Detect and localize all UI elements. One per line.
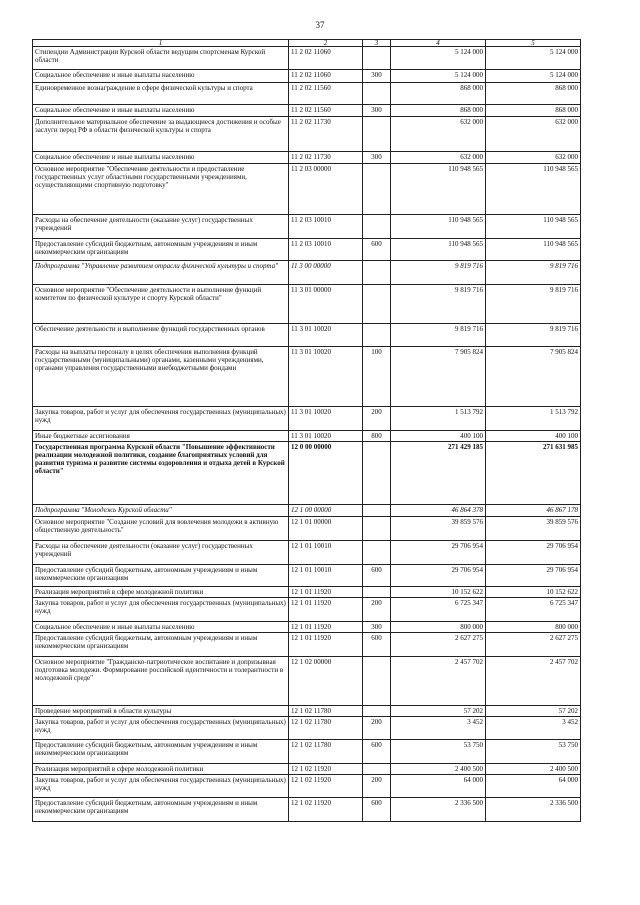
row-expense-type-cell bbox=[363, 215, 391, 239]
row-amount-1-cell: 271 429 185 bbox=[391, 442, 486, 505]
row-code-cell: 12 0 00 00000 bbox=[289, 442, 363, 505]
table-row bbox=[33, 764, 581, 775]
table-row bbox=[33, 324, 581, 347]
row-code-cell: 12 1 01 11920 bbox=[289, 622, 363, 633]
row-code-cell: 11 2 03 00000 bbox=[289, 164, 363, 215]
row-name-cell: Подпрограмма "Управление развитием отрасли физической культуры и спорта" bbox=[33, 261, 289, 285]
header-col-2: 2 bbox=[289, 40, 363, 47]
row-expense-type-cell bbox=[363, 261, 391, 285]
table-row bbox=[33, 239, 581, 261]
row-amount-1-cell: 9 819 716 bbox=[391, 324, 486, 347]
table-row bbox=[33, 442, 581, 505]
row-name-cell: Социальное обеспечение и иные выплаты населению bbox=[33, 105, 289, 117]
row-amount-2-cell: 57 202 bbox=[486, 706, 581, 717]
row-amount-2-cell: 110 948 565 bbox=[486, 239, 581, 261]
row-expense-type-cell: 300 bbox=[363, 622, 391, 633]
row-expense-type-cell bbox=[363, 706, 391, 717]
row-name-cell: Закупка товаров, работ и услуг для обеспечения государственных (муниципальных) нужд bbox=[33, 407, 289, 431]
row-amount-2-cell: 2 457 702 bbox=[486, 657, 581, 706]
row-amount-2-cell: 5 124 000 bbox=[486, 47, 581, 70]
row-expense-type-cell bbox=[363, 587, 391, 598]
row-code-cell: 11 2 03 10010 bbox=[289, 215, 363, 239]
header-col-4: 4 bbox=[391, 40, 486, 47]
row-amount-1-cell: 2 457 702 bbox=[391, 657, 486, 706]
table-row bbox=[33, 717, 581, 740]
table-row bbox=[33, 152, 581, 164]
row-code-cell: 12 1 02 11920 bbox=[289, 798, 363, 822]
row-name-cell: Подпрограмма "Молодежь Курской области" bbox=[33, 505, 289, 517]
table-row bbox=[33, 798, 581, 822]
row-name-cell: Стипендии Администрации Курской области ведущим спортсменам Курской области bbox=[33, 47, 289, 70]
table-row bbox=[33, 431, 581, 442]
table-header-row bbox=[33, 40, 581, 47]
row-expense-type-cell: 800 bbox=[363, 431, 391, 442]
row-expense-type-cell: 300 bbox=[363, 105, 391, 117]
row-amount-1-cell: 2 336 500 bbox=[391, 798, 486, 822]
row-name-cell: Проведение мероприятий в области культуры bbox=[33, 706, 289, 717]
table-row bbox=[33, 70, 581, 83]
row-name-cell: Предоставление субсидий бюджетным, автономным учреждениям и иным некоммерческим организациям bbox=[33, 740, 289, 764]
row-amount-2-cell: 110 948 565 bbox=[486, 215, 581, 239]
row-code-cell: 11 2 02 11060 bbox=[289, 70, 363, 83]
row-amount-1-cell: 2 627 275 bbox=[391, 633, 486, 657]
table-row bbox=[33, 83, 581, 105]
row-name-cell: Социальное обеспечение и иные выплаты населению bbox=[33, 70, 289, 83]
row-amount-1-cell: 800 000 bbox=[391, 622, 486, 633]
page-number: 37 bbox=[315, 20, 325, 30]
row-amount-1-cell: 29 706 954 bbox=[391, 541, 486, 565]
row-expense-type-cell: 600 bbox=[363, 798, 391, 822]
table-row bbox=[33, 407, 581, 431]
row-code-cell: 12 1 00 00000 bbox=[289, 505, 363, 517]
row-amount-1-cell: 5 124 000 bbox=[391, 47, 486, 70]
row-expense-type-cell: 600 bbox=[363, 565, 391, 587]
row-amount-1-cell: 110 948 565 bbox=[391, 164, 486, 215]
table-row bbox=[33, 541, 581, 565]
row-name-cell: Обеспечение деятельности и выполнение функций государственных органов bbox=[33, 324, 289, 347]
row-name-cell: Предоставление субсидий бюджетным, автономным учреждениям и иным некоммерческим организациям bbox=[33, 239, 289, 261]
row-name-cell: Социальное обеспечение и иные выплаты населению bbox=[33, 622, 289, 633]
row-amount-1-cell: 2 400 500 bbox=[391, 764, 486, 775]
row-expense-type-cell: 600 bbox=[363, 740, 391, 764]
table-row bbox=[33, 347, 581, 407]
row-amount-1-cell: 64 000 bbox=[391, 775, 486, 798]
row-amount-2-cell: 2 336 500 bbox=[486, 798, 581, 822]
row-amount-1-cell: 46 864 378 bbox=[391, 505, 486, 517]
table-row bbox=[33, 622, 581, 633]
row-expense-type-cell bbox=[363, 285, 391, 324]
row-code-cell: 12 1 01 11920 bbox=[289, 587, 363, 598]
row-name-cell: Расходы на обеспечение деятельности (оказание услуг) государственных учреждений bbox=[33, 541, 289, 565]
row-code-cell: 11 2 02 11060 bbox=[289, 47, 363, 70]
row-expense-type-cell: 200 bbox=[363, 598, 391, 622]
row-amount-1-cell: 7 905 824 bbox=[391, 347, 486, 407]
row-name-cell: Реализация мероприятий в сфере молодежной политики bbox=[33, 587, 289, 598]
row-code-cell: 11 3 01 10020 bbox=[289, 347, 363, 407]
row-name-cell: Предоставление субсидий бюджетным, автономным учреждениям и иным некоммерческим организациям bbox=[33, 565, 289, 587]
row-amount-2-cell: 53 750 bbox=[486, 740, 581, 764]
row-amount-1-cell: 110 948 565 bbox=[391, 239, 486, 261]
table-row bbox=[33, 215, 581, 239]
row-name-cell: Государственная программа Курской области "Повышение эффективности реализации молодежной политики, создание благоприятных условий для развития туризма и развитие системы оздоровления и отдыха детей в Курской области" bbox=[33, 442, 289, 505]
row-code-cell: 11 3 01 00000 bbox=[289, 285, 363, 324]
row-name-cell: Закупка товаров, работ и услуг для обеспечения государственных (муниципальных) нужд bbox=[33, 775, 289, 798]
row-code-cell: 12 1 02 00000 bbox=[289, 657, 363, 706]
row-expense-type-cell bbox=[363, 517, 391, 541]
row-amount-1-cell: 39 859 576 bbox=[391, 517, 486, 541]
row-amount-2-cell: 9 819 716 bbox=[486, 261, 581, 285]
table-row bbox=[33, 706, 581, 717]
row-amount-2-cell: 1 513 792 bbox=[486, 407, 581, 431]
row-amount-2-cell: 29 706 954 bbox=[486, 565, 581, 587]
row-code-cell: 11 3 01 10020 bbox=[289, 431, 363, 442]
row-amount-2-cell: 6 725 347 bbox=[486, 598, 581, 622]
row-amount-2-cell: 110 948 565 bbox=[486, 164, 581, 215]
row-name-cell: Основное мероприятие "Гражданско-патриотическое воспитание и допризывная подготовка молодежи. Формирование российской идентичности и толерантности в молодежной среде" bbox=[33, 657, 289, 706]
header-col-5: 5 bbox=[486, 40, 581, 47]
row-code-cell: 12 1 01 10010 bbox=[289, 565, 363, 587]
row-amount-2-cell: 29 706 954 bbox=[486, 541, 581, 565]
row-name-cell: Иные бюджетные ассигнования bbox=[33, 431, 289, 442]
row-name-cell: Основное мероприятие "Обеспечение деятельности и предоставление государственных услуг областными государственными учреждениями, осуществляющими спортивную подготовку" bbox=[33, 164, 289, 215]
row-amount-2-cell: 271 631 985 bbox=[486, 442, 581, 505]
row-amount-2-cell: 5 124 000 bbox=[486, 70, 581, 83]
row-expense-type-cell: 200 bbox=[363, 717, 391, 740]
table-row bbox=[33, 517, 581, 541]
row-amount-2-cell: 400 100 bbox=[486, 431, 581, 442]
table-row bbox=[33, 285, 581, 324]
table-row bbox=[33, 117, 581, 152]
table-row bbox=[33, 740, 581, 764]
row-code-cell: 11 3 00 00000 bbox=[289, 261, 363, 285]
table-row bbox=[33, 505, 581, 517]
row-name-cell: Единовременное вознаграждение в сфере физической культуры и спорта bbox=[33, 83, 289, 105]
row-code-cell: 12 1 01 00000 bbox=[289, 517, 363, 541]
row-expense-type-cell: 300 bbox=[363, 70, 391, 83]
row-code-cell: 12 1 02 11920 bbox=[289, 775, 363, 798]
row-amount-1-cell: 632 000 bbox=[391, 117, 486, 152]
row-amount-1-cell: 9 819 716 bbox=[391, 285, 486, 324]
budget-table bbox=[32, 39, 581, 822]
header-col-3: 3 bbox=[363, 40, 391, 47]
row-amount-2-cell: 9 819 716 bbox=[486, 324, 581, 347]
row-expense-type-cell bbox=[363, 764, 391, 775]
row-code-cell: 12 1 02 11920 bbox=[289, 764, 363, 775]
row-expense-type-cell bbox=[363, 442, 391, 505]
row-amount-1-cell: 53 750 bbox=[391, 740, 486, 764]
row-amount-2-cell: 39 859 576 bbox=[486, 517, 581, 541]
row-amount-2-cell: 868 000 bbox=[486, 83, 581, 105]
table-row bbox=[33, 261, 581, 285]
table-body bbox=[33, 40, 581, 822]
table-row bbox=[33, 775, 581, 798]
row-expense-type-cell: 100 bbox=[363, 347, 391, 407]
table-row bbox=[33, 105, 581, 117]
row-code-cell: 12 1 01 10010 bbox=[289, 541, 363, 565]
row-amount-2-cell: 46 867 178 bbox=[486, 505, 581, 517]
row-expense-type-cell bbox=[363, 324, 391, 347]
row-expense-type-cell bbox=[363, 657, 391, 706]
row-amount-2-cell: 3 452 bbox=[486, 717, 581, 740]
row-code-cell: 12 1 01 11920 bbox=[289, 598, 363, 622]
row-expense-type-cell bbox=[363, 164, 391, 215]
header-col-1: 1 bbox=[33, 40, 289, 47]
row-code-cell: 12 1 02 11780 bbox=[289, 706, 363, 717]
row-amount-1-cell: 3 452 bbox=[391, 717, 486, 740]
row-code-cell: 12 1 02 11780 bbox=[289, 740, 363, 764]
row-amount-1-cell: 868 000 bbox=[391, 105, 486, 117]
row-code-cell: 11 3 01 10020 bbox=[289, 407, 363, 431]
row-code-cell: 11 3 01 10020 bbox=[289, 324, 363, 347]
row-amount-1-cell: 110 948 565 bbox=[391, 215, 486, 239]
row-amount-2-cell: 632 000 bbox=[486, 152, 581, 164]
row-amount-2-cell: 632 000 bbox=[486, 117, 581, 152]
row-name-cell: Дополнительное материальное обеспечение за выдающиеся достижения и особые заслуги перед РФ в области физической культуры и спорта bbox=[33, 117, 289, 152]
row-code-cell: 11 2 03 10010 bbox=[289, 239, 363, 261]
row-name-cell: Расходы на выплаты персоналу в целях обеспечения выполнения функций государственными (муниципальными) органами, казенными учреждениями, органами управления государственными внебюджетными фондами bbox=[33, 347, 289, 407]
row-name-cell: Основное мероприятие "Обеспечение деятельности и выполнение функций комитетом по физической культуре и спорту Курской области" bbox=[33, 285, 289, 324]
row-expense-type-cell: 200 bbox=[363, 407, 391, 431]
row-code-cell: 11 2 02 11560 bbox=[289, 105, 363, 117]
row-expense-type-cell bbox=[363, 47, 391, 70]
row-amount-2-cell: 7 905 824 bbox=[486, 347, 581, 407]
row-amount-1-cell: 5 124 000 bbox=[391, 70, 486, 83]
row-amount-1-cell: 632 000 bbox=[391, 152, 486, 164]
row-code-cell: 12 1 02 11780 bbox=[289, 717, 363, 740]
row-code-cell: 12 1 01 11920 bbox=[289, 633, 363, 657]
row-expense-type-cell: 600 bbox=[363, 239, 391, 261]
row-expense-type-cell: 200 bbox=[363, 775, 391, 798]
row-amount-2-cell: 2 400 500 bbox=[486, 764, 581, 775]
row-amount-1-cell: 57 202 bbox=[391, 706, 486, 717]
row-code-cell: 11 2 02 11560 bbox=[289, 83, 363, 105]
row-amount-1-cell: 29 706 954 bbox=[391, 565, 486, 587]
table-row bbox=[33, 164, 581, 215]
row-amount-1-cell: 868 000 bbox=[391, 83, 486, 105]
row-amount-2-cell: 2 627 275 bbox=[486, 633, 581, 657]
row-amount-2-cell: 9 819 716 bbox=[486, 285, 581, 324]
table-row bbox=[33, 47, 581, 70]
row-expense-type-cell: 600 bbox=[363, 633, 391, 657]
table-row bbox=[33, 657, 581, 706]
row-amount-1-cell: 400 100 bbox=[391, 431, 486, 442]
row-expense-type-cell bbox=[363, 117, 391, 152]
row-expense-type-cell bbox=[363, 541, 391, 565]
table-row bbox=[33, 598, 581, 622]
row-name-cell: Основное мероприятие "Создание условий для вовлечения молодежи в активную общественную деятельность" bbox=[33, 517, 289, 541]
row-amount-2-cell: 868 000 bbox=[486, 105, 581, 117]
row-expense-type-cell: 300 bbox=[363, 152, 391, 164]
row-amount-1-cell: 6 725 347 bbox=[391, 598, 486, 622]
row-amount-2-cell: 800 000 bbox=[486, 622, 581, 633]
row-name-cell: Социальное обеспечение и иные выплаты населению bbox=[33, 152, 289, 164]
row-amount-1-cell: 10 152 622 bbox=[391, 587, 486, 598]
row-code-cell: 11 2 02 11730 bbox=[289, 152, 363, 164]
row-amount-1-cell: 9 819 716 bbox=[391, 261, 486, 285]
row-name-cell: Закупка товаров, работ и услуг для обеспечения государственных (муниципальных) нужд bbox=[33, 717, 289, 740]
row-expense-type-cell bbox=[363, 505, 391, 517]
table-row bbox=[33, 587, 581, 598]
row-amount-2-cell: 64 000 bbox=[486, 775, 581, 798]
row-name-cell: Предоставление субсидий бюджетным, автономным учреждениям и иным некоммерческим организациям bbox=[33, 798, 289, 822]
row-name-cell: Закупка товаров, работ и услуг для обеспечения государственных (муниципальных) нужд bbox=[33, 598, 289, 622]
table-row bbox=[33, 565, 581, 587]
row-expense-type-cell bbox=[363, 83, 391, 105]
row-name-cell: Реализация мероприятий в сфере молодежной политики bbox=[33, 764, 289, 775]
row-amount-2-cell: 10 152 622 bbox=[486, 587, 581, 598]
row-code-cell: 11 2 02 11730 bbox=[289, 117, 363, 152]
table-row bbox=[33, 633, 581, 657]
row-name-cell: Расходы на обеспечение деятельности (оказание услуг) государственных учреждений bbox=[33, 215, 289, 239]
row-name-cell: Предоставление субсидий бюджетным, автономным учреждениям и иным некоммерческим организациям bbox=[33, 633, 289, 657]
row-amount-1-cell: 1 513 792 bbox=[391, 407, 486, 431]
